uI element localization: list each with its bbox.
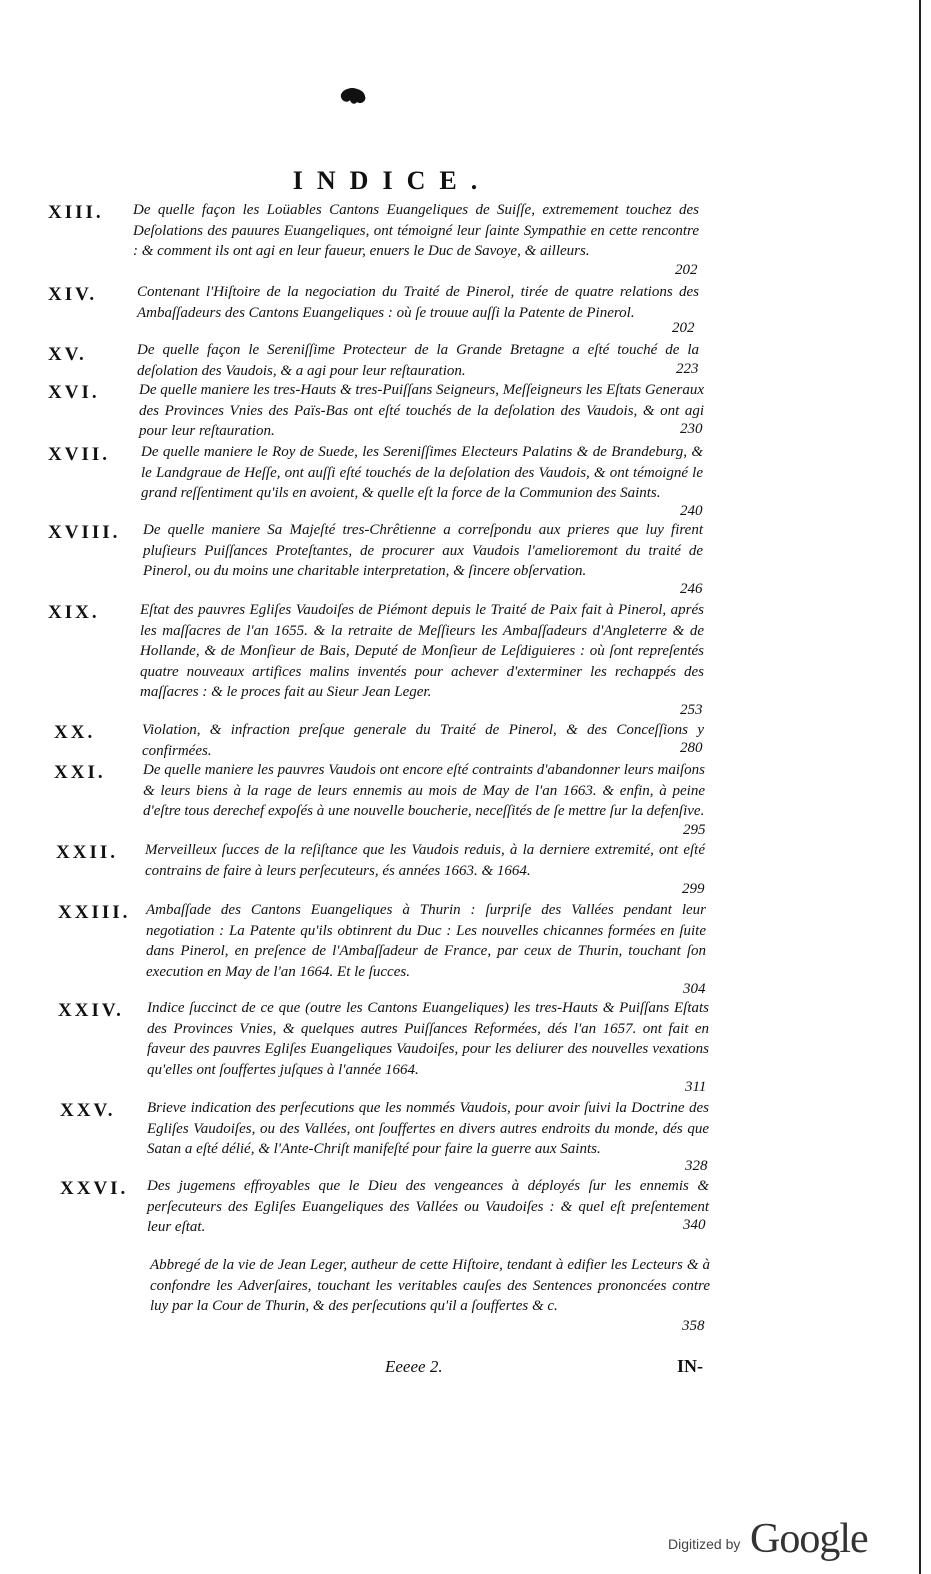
chapter-summary: Ambaſſade des Cantons Euangeliques à Thurin : ſurpriſe des Vallées pendant leur negotiation : La Patente qu'ils obtinrent du Duc : Les nouvelles chicannes formées en ſuite dans Pinerol, en preſence de l'Ambaſſadeur de France, par ceux de Thurin, touchant ſon execution en May de l'an 1664. Et le ſucces.: [146, 902, 706, 980]
chapter-summary: De quelle maniere les pauvres Vaudois ont encore eſté contraints d'abandonner leurs maiſons & leurs biens à la rage de leurs ennemis au mois de May de l'an 1663. & enfin, à peine d'eſtre tous derechef expoſés à une nouvelle boucherie, neceſſités de ſe mettre ſur la defenſive.: [143, 762, 705, 819]
page-title: INDICE.: [292, 166, 492, 195]
page-number: 295: [683, 822, 706, 838]
chapter-summary: Violation, & infraction preſque generale du Traité de Pinerol, & des Conceſſions y confirmées.: [142, 722, 704, 759]
chapter-summary: Contenant l'Hiſtoire de la negociation du Traité de Pinerol, tirée de quatre relations des Ambaſſadeurs des Cantons Euangeliques : où ſe trouue auſſi la Patente de Pinerol.: [137, 284, 699, 321]
chapter-summary: Indice ſuccinct de ce que (outre les Cantons Euangeliques) les tres-Hauts & Puiſſans Eſtats des Provinces Vnies, & quelques autres Puiſſances Reformées, dés l'an 1657. ont fait en faveur des pauvres Egliſes Euangeliques Vaudoiſes, pour les deliurer des nouvelles vexations qu'elles ont ſouffertes juſques à l'année 1664.: [147, 1000, 709, 1078]
chapter-number: XXIII.: [58, 902, 131, 923]
page-number: 202: [672, 320, 695, 336]
page-number: 299: [682, 881, 705, 897]
fleuron-ornament: [336, 86, 370, 106]
chapter-summary: De quelle façon le Sereniſſime Protecteur de la Grande Bretagne a eſté touché de la deſolation des Vaudois, & a agi pour leur reſtauration.: [137, 342, 699, 379]
digitized-label: Digitized by: [668, 1536, 741, 1552]
page-number: 311: [685, 1079, 707, 1095]
page-number: 246: [680, 581, 703, 597]
chapter-summary: De quelle maniere les tres-Hauts & tres-Puiſſans Seigneurs, Meſſeigneurs les Eſtats Generaux des Provinces Vnies des Païs-Bas ont eſté touchés de la deſolation des Vaudois, & ont agi pour leur reſtauration.: [139, 382, 704, 439]
appendix-summary: Abbregé de la vie de Jean Leger, autheur de cette Hiſtoire, tendant à edifier les Lecteurs & à confondre les Adverſaires, touchant les veritables cauſes des Sentences prononcées contre luy par la Cour de Thurin, & des perſecutions qu'il a ſouffertes & c.: [150, 1257, 710, 1314]
chapter-number: XXIV.: [58, 1000, 124, 1021]
chapter-number: XVIII.: [48, 522, 121, 543]
chapter-number: XXV.: [60, 1100, 116, 1121]
chapter-number: XX.: [54, 722, 96, 743]
chapter-number: XXVI.: [60, 1178, 129, 1199]
page-number: 253: [680, 702, 703, 718]
page-edge: [919, 0, 921, 1574]
chapter-number: XIX.: [48, 602, 100, 623]
chapter-number: XVI.: [48, 382, 100, 403]
chapter-number: XVII.: [48, 444, 110, 465]
page-number: 358: [682, 1318, 705, 1334]
page-number: 202: [675, 262, 698, 278]
catchword: IN-: [677, 1356, 703, 1376]
page-number: 328: [685, 1158, 708, 1174]
page-number: 280: [680, 740, 703, 756]
chapter-number: XIII.: [48, 202, 104, 223]
chapter-summary: Merveilleux ſucces de la reſiſtance que les Vaudois reduis, à la derniere extremité, ont eſté contrains de faire à leurs perſecuteurs, és années 1663. & 1664.: [145, 842, 705, 879]
signature-mark: Eeeee 2.: [385, 1357, 443, 1376]
chapter-summary: De quelle maniere Sa Majeſté tres-Chrêtienne a correſpondu aux prieres que luy firent pluſieurs Puiſſances Proteſtantes, de procurer aux Vaudois l'amelioremont du traité de Pinerol, ou du moins une charitable interpretation, & ſincere obſervation.: [143, 522, 703, 579]
page-number: 230: [680, 421, 703, 437]
page-number: 240: [680, 503, 703, 519]
chapter-summary: De quelle maniere le Roy de Suede, les Sereniſſimes Electeurs Palatins & de Brandeburg, & le Landgraue de Heſſe, ont auſſi eſté touchés de la deſolation des Vaudois, & ont témoigné le grand reſſentiment qu'ils en avoient, & quelle eſt la force de la Communion des Saints.: [141, 444, 703, 501]
page-number: 304: [683, 981, 706, 997]
page-number: 340: [683, 1217, 706, 1233]
chapter-summary: De quelle façon les Loüables Cantons Euangeliques de Suiſſe, extremement touchez des Deſolations des pauures Euangeliques, ont témoigné leur ſainte Sympathie en cette rencontre : & comment ils ont agi en leur faueur, enuers le Duc de Savoye, & ailleurs.: [133, 202, 699, 259]
chapter-number: XXII.: [56, 842, 118, 863]
chapter-summary: Des jugemens effroyables que le Dieu des vengeances à déployés ſur les ennemis & perſecuteurs des Egliſes Euangeliques des Vallées ou Vaudoiſes : & quel eſt preſentement leur eſtat.: [147, 1178, 709, 1235]
google-logo: Google: [750, 1516, 868, 1562]
chapter-summary: Brieve indication des perſecutions que les nommés Vaudois, pour avoir ſuivi la Doctrine des Egliſes Vaudoiſes, ou des Vallées, ont ſouffertes en divers autres endroits du monde, dés que Satan a eſté délié, & l'Ante-Chriſt manifeſté pour faire la guerre aux Saints.: [147, 1100, 709, 1157]
chapter-summary: Eſtat des pauvres Egliſes Vaudoiſes de Piémont depuis le Traité de Paix fait à Pinerol, aprés les maſſacres de l'an 1655. & la retraite de Meſſieurs les Ambaſſadeurs d'Angleterre & de Hollande, & de Monſieur de Bais, Deputé de Monſieur de Leſdiguieres : où ſont repreſentés quatre nouveaux artifices malins inventés pour achever d'exterminer les rechappés des maſſacres : & le proces fait au Sieur Jean Leger.: [140, 602, 704, 700]
chapter-number: XV.: [48, 344, 87, 365]
chapter-number: XIV.: [48, 284, 98, 305]
chapter-number: XXI.: [54, 762, 106, 783]
page-number: 223: [676, 361, 699, 377]
